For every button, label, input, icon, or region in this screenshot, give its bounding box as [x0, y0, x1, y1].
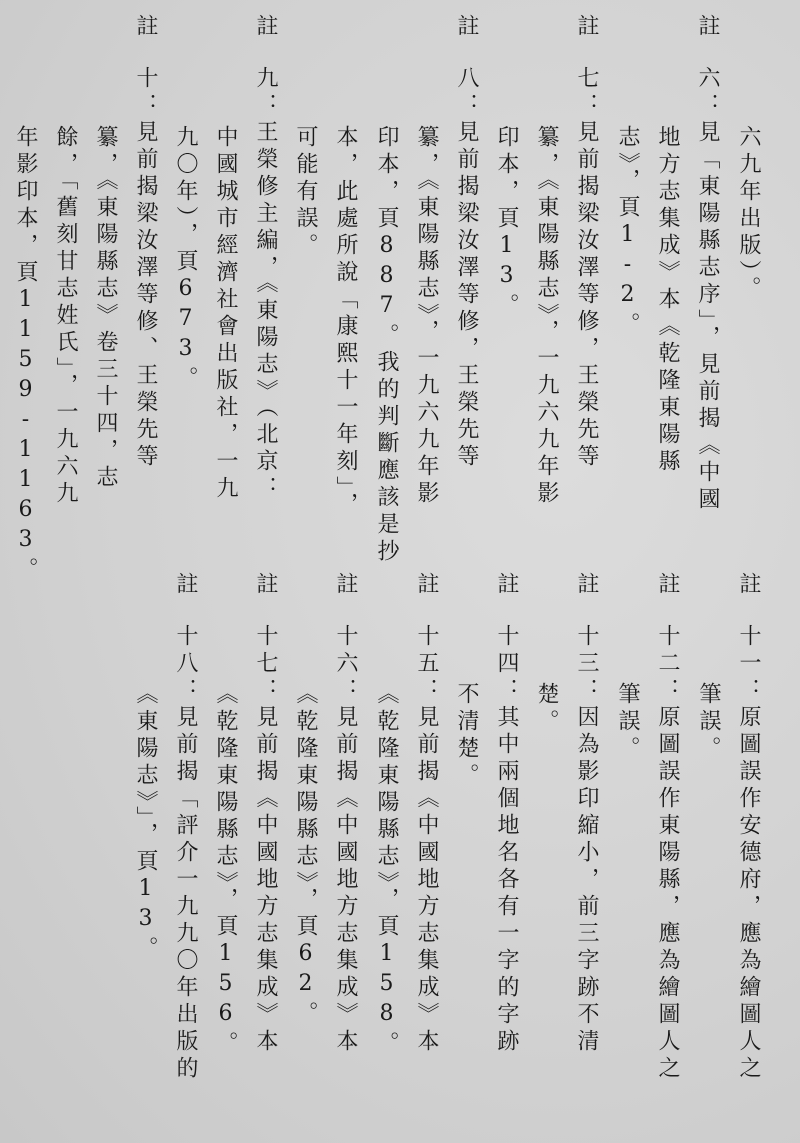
- note-line: 《乾隆東陽縣志》，頁156。: [213, 682, 238, 1058]
- note-line: 十三：因為影印縮小，前三字跡不清: [574, 624, 599, 1056]
- note-line: 不清楚。: [454, 682, 479, 790]
- note-line: 《乾隆東陽縣志》，頁62。: [293, 682, 318, 1028]
- preceding-line: 六九年出版）。: [736, 125, 761, 303]
- note-line: 纂，《東陽縣志》，一九六九年影: [414, 125, 439, 508]
- note-label: 註: [333, 572, 358, 599]
- note-line: 印本，頁887。我的判斷應該是抄: [374, 125, 399, 566]
- note-label: 註: [253, 14, 278, 41]
- note-line: 六：見「東陽縣志序」，見前揭《中國: [695, 66, 720, 514]
- note-line: 餘，「舊刻甘志姓氏」，一九六九: [53, 125, 78, 508]
- note-line: 十八：見前揭「評介一九九〇年出版的: [173, 624, 198, 1083]
- note-label: 註: [655, 572, 680, 599]
- note-line: 地方志集成》本《乾隆東陽縣: [655, 125, 680, 476]
- note-line: 《東陽志》」，頁13。: [133, 682, 158, 963]
- note-line: 筆誤。: [615, 682, 640, 763]
- note-line: 十：見前揭梁汝澤等修、王榮先等: [133, 66, 158, 471]
- note-line: 十五：見前揭《中國地方志集成》本: [414, 624, 439, 1056]
- note-label: 註: [133, 14, 158, 41]
- note-line: 九：王榮修主編，《東陽志》（北京：: [253, 66, 278, 503]
- note-line: 《乾隆東陽縣志》，頁158。: [374, 682, 399, 1058]
- note-label: 註: [574, 14, 599, 41]
- note-line: 十四：其中兩個地名各有一字的字跡: [494, 624, 519, 1056]
- note-label: 註: [736, 572, 761, 599]
- note-line: 年影印本，頁1159-1163。: [13, 125, 38, 584]
- note-label: 註: [454, 14, 479, 41]
- note-line: 志》，頁1-2。: [615, 125, 640, 339]
- note-line: 十二：原圖誤作東陽縣，應為繪圖人之: [655, 624, 680, 1083]
- note-line: 楚。: [534, 682, 559, 736]
- note-line: 八：見前揭梁汝澤等修，王榮先等: [454, 66, 479, 471]
- note-line: 纂，《東陽縣志》卷三十四，志: [93, 125, 118, 492]
- note-line: 十六：見前揭《中國地方志集成》本: [333, 624, 358, 1056]
- note-line: 九〇年），頁673。: [173, 125, 198, 393]
- note-label: 註: [173, 572, 198, 599]
- note-label: 註: [574, 572, 599, 599]
- note-label: 註: [253, 572, 278, 599]
- note-label: 註: [494, 572, 519, 599]
- note-label: 註: [414, 572, 439, 599]
- note-label: 註: [695, 14, 720, 41]
- note-line: 印本，頁13。: [494, 125, 519, 320]
- note-line: 筆誤。: [696, 682, 721, 763]
- note-line: 中國城市經濟社會出版社，一九: [213, 125, 238, 503]
- note-line: 本，此處所說「康熙十一年刻」，: [333, 125, 358, 519]
- note-line: 七：見前揭梁汝澤等修，王榮先等: [574, 66, 599, 471]
- note-line: 纂，《東陽縣志》，一九六九年影: [534, 125, 559, 508]
- note-line: 十七：見前揭《中國地方志集成》本: [253, 624, 278, 1056]
- note-line: 十一：原圖誤作安德府，應為繪圖人之: [736, 624, 761, 1083]
- note-line: 可能有誤。: [293, 125, 318, 260]
